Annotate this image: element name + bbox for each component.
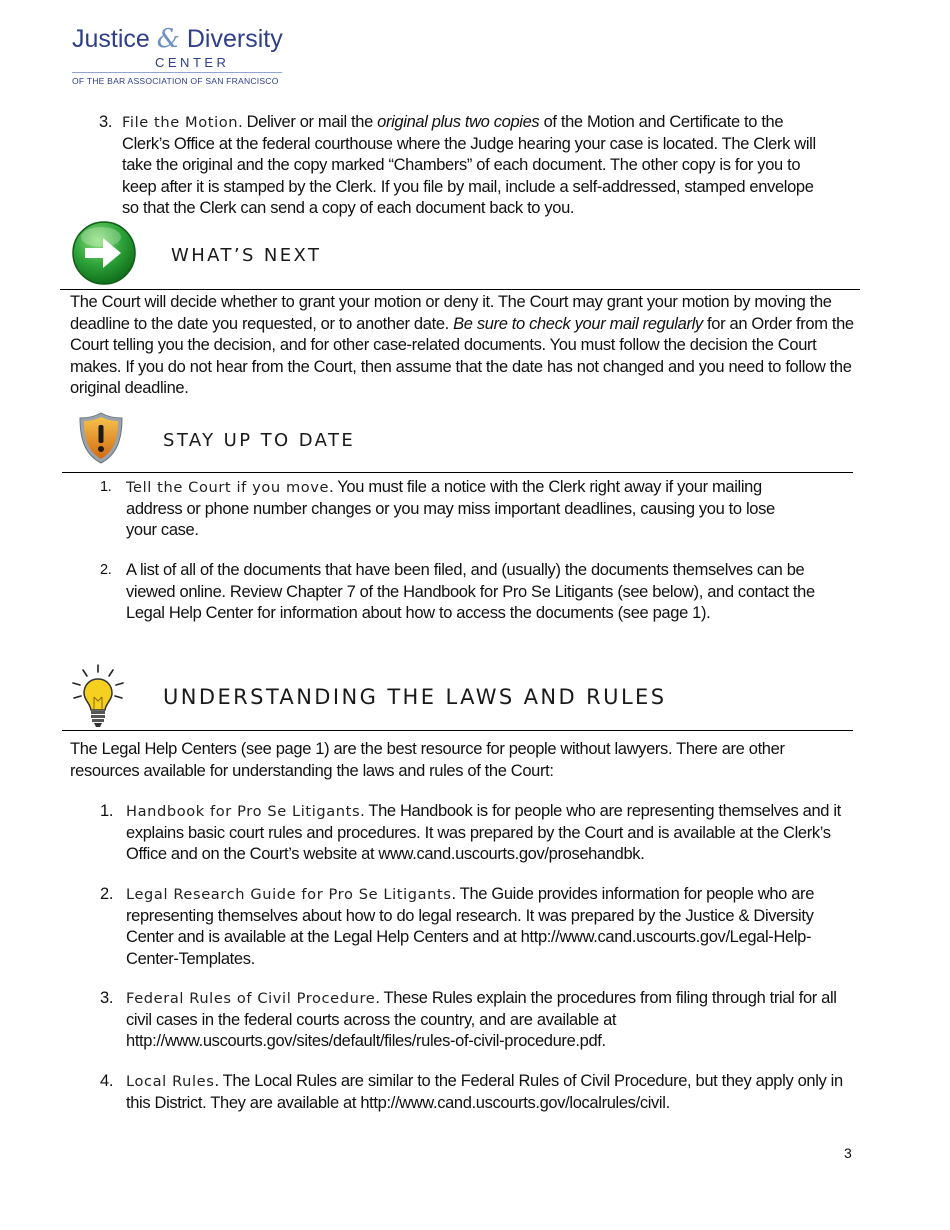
stay-item-1-number: 1. xyxy=(100,479,112,495)
laws-heading: UNDERSTANDING THE LAWS AND RULES xyxy=(163,685,667,709)
warning-shield-icon xyxy=(78,411,124,465)
whats-next-rule xyxy=(60,289,860,290)
jdc-logo xyxy=(72,24,286,92)
stay-up-rule xyxy=(62,472,853,473)
stay-item-2-number: 2. xyxy=(100,562,112,578)
laws-item-1-number: 1. xyxy=(100,802,114,820)
step-3-text: File the Motion. Deliver or mail the original plus two copies of the Motion and Certificate to the Clerk’s Office at the federal courthouse where the Judge hearing your case is located. The Clerk will take the original and the copy marked “Chambers” of each document. The other copy is for you to keep after it is stamped by the Clerk. If you file by mail, include a self-addressed, stamped envelope so that the Clerk can send a copy of each document back to you. xyxy=(122,113,816,217)
whats-next-heading: WHAT’S NEXT xyxy=(171,245,322,266)
page-number: 3 xyxy=(844,1145,852,1161)
lightbulb-icon xyxy=(70,663,126,729)
stay-item-1-text: Tell the Court if you move. You must file a notice with the Clerk right away if your mailing address or phone number changes or you may miss important deadlines, causing you to lose your case. xyxy=(126,478,775,539)
laws-item-2-number: 2. xyxy=(100,885,114,903)
laws-rule xyxy=(62,730,853,731)
logo-rule xyxy=(72,72,282,73)
arrow-right-icon xyxy=(71,219,137,287)
logo-title: Justice & Diversity xyxy=(72,24,283,54)
stay-up-heading: STAY UP TO DATE xyxy=(163,430,356,451)
laws-item-3-text: Federal Rules of Civil Procedure. These Rules explain the procedures from filing through trial for all civil cases in the federal courts across the country, and are available at http://www.uscourts.gov/sites/default/files/rules-of-civil-procedure.pdf. xyxy=(126,989,837,1050)
laws-item-3-number: 3. xyxy=(100,989,114,1007)
whats-next-emphasis: Be sure to check your mail regularly xyxy=(453,314,703,333)
laws-item-4-text: Local Rules. The Local Rules are similar to the Federal Rules of Civil Procedure, but they apply only in this District. They are available at http://www.cand.uscourts.gov/localrules/civil. xyxy=(126,1072,843,1112)
laws-intro: The Legal Help Centers (see page 1) are the best resource for people without lawyers. There are other resources available for understanding the laws and rules of the Court: xyxy=(70,740,785,780)
step-3-emphasis: original plus two copies xyxy=(377,113,540,131)
step-3-number: 3. xyxy=(99,113,113,131)
stay-item-2-text: A list of all of the documents that have been filed, and (usually) the documents themselves can be viewed online. Review Chapter 7 of the Handbook for Pro Se Litigants (see below), and contact the Legal Help Center for information about how to access the documents (see page 1). xyxy=(126,561,815,622)
laws-item-2-text: Legal Research Guide for Pro Se Litigants. The Guide provides information for people who are representing themselves about how to do legal research. It was prepared by the Justice & Diversity Center and is available at the Legal Help Centers and at http://www.cand.uscourts.gov/Legal-Help-Center-Templates. xyxy=(126,885,815,968)
laws-item-4-number: 4. xyxy=(100,1072,114,1090)
logo-center: CENTER xyxy=(155,55,230,70)
step-3-lead: File the Motion xyxy=(122,114,239,131)
logo-subtitle: OF THE BAR ASSOCIATION OF SAN FRANCISCO xyxy=(72,76,279,86)
whats-next-text: The Court will decide whether to grant your motion or deny it. The Court may grant your motion by moving the deadline to the date you requested, or to another date. Be sure to check your mail regularly for an Order from the Court telling you the decision, and for other case-related documents. You must follow the decision the Court makes. If you do not hear from the Court, then assume that the date has not changed and you need to follow the original deadline. xyxy=(70,293,854,397)
laws-item-1-text: Handbook for Pro Se Litigants. The Handbook is for people who are representing themselves and it explains basic court rules and procedures. It was prepared by the Court and is available at the Clerk’s Office and on the Court’s website at www.cand.uscourts.gov/prosehandbk. xyxy=(126,802,841,863)
